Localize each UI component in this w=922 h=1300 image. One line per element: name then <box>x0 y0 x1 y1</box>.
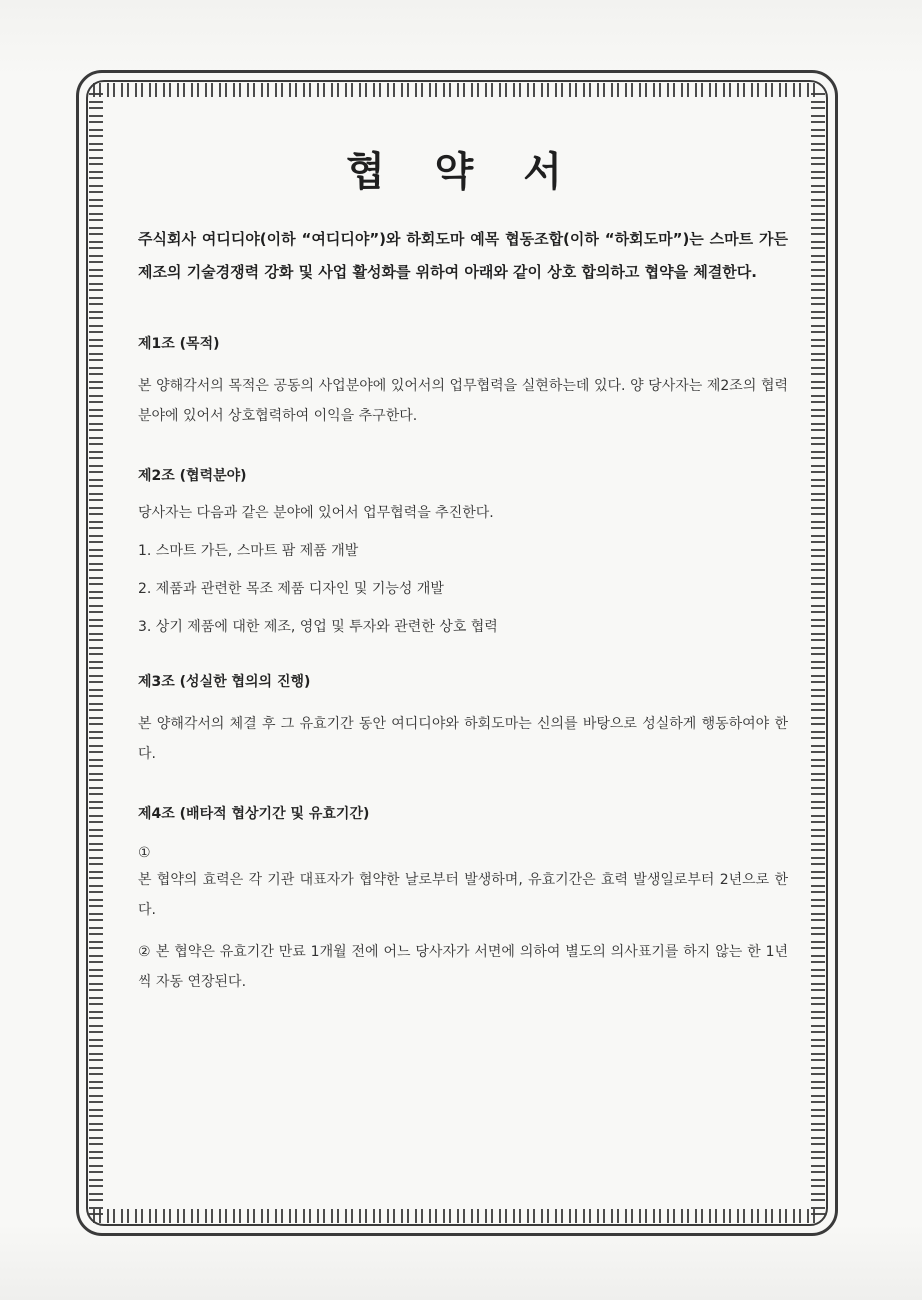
article-heading: 제4조 (배타적 협상기간 및 유효기간) <box>138 806 370 822</box>
article-4 <box>138 803 788 997</box>
article-lead: 당사자는 다음과 같은 분야에 있어서 업무협력을 추진한다. <box>138 505 494 521</box>
border-pattern-bottom <box>93 1209 821 1223</box>
article-3 <box>138 671 788 769</box>
document-body <box>138 140 788 1031</box>
border-pattern-top <box>93 83 821 97</box>
article-paragraph: 본 협약의 효력은 각 기관 대표자가 협약한 날로부터 발생하며, 유효기간은 효력 발생일로부터 2년으로 한다. <box>138 872 788 918</box>
list-item: 2. 제품과 관련한 목조 제품 디자인 및 기능성 개발 <box>138 581 444 597</box>
intro-paragraph: 주식회사 여디디야(이하 “여디디야”)와 하회도마 예목 협동조합(이하 “하회도마”)는 스마트 가든 제조의 기술경쟁력 강화 및 사업 활성화를 위하여 아래와 같이 상호 합의하고 협약을 체결한다. <box>138 230 788 281</box>
border-pattern-right <box>811 91 825 1215</box>
article-2 <box>138 465 788 637</box>
article-heading: 제1조 (목적) <box>138 336 220 352</box>
article-paragraph: ② 본 협약은 유효기간 만료 1개월 전에 어느 당사자가 서면에 의하여 별도의 의사표기를 하지 않는 한 1년씩 자동 연장된다. <box>138 944 788 990</box>
clause-marker: ① <box>138 845 151 861</box>
article-1 <box>138 333 788 431</box>
list-item: 1. 스마트 가든, 스마트 팜 제품 개발 <box>138 543 359 559</box>
article-paragraph: 본 양해각서의 목적은 공동의 사업분야에 있어서의 업무협력을 실현하는데 있다. 양 당사자는 제2조의 협력 분야에 있어서 상호협력하여 이익을 추구한다. <box>138 378 788 424</box>
article-paragraph: 본 양해각서의 체결 후 그 유효기간 동안 여디디야와 하회도마는 신의를 바탕으로 성실하게 행동하여야 한다. <box>138 716 788 762</box>
border-pattern-left <box>89 91 103 1215</box>
list-item: 3. 상기 제품에 대한 제조, 영업 및 투자와 관련한 상호 협력 <box>138 619 498 635</box>
document-title: 협 약 서 <box>346 149 580 195</box>
article-heading: 제2조 (협력분야) <box>138 468 247 484</box>
article-heading: 제3조 (성실한 협의의 진행) <box>138 674 311 690</box>
